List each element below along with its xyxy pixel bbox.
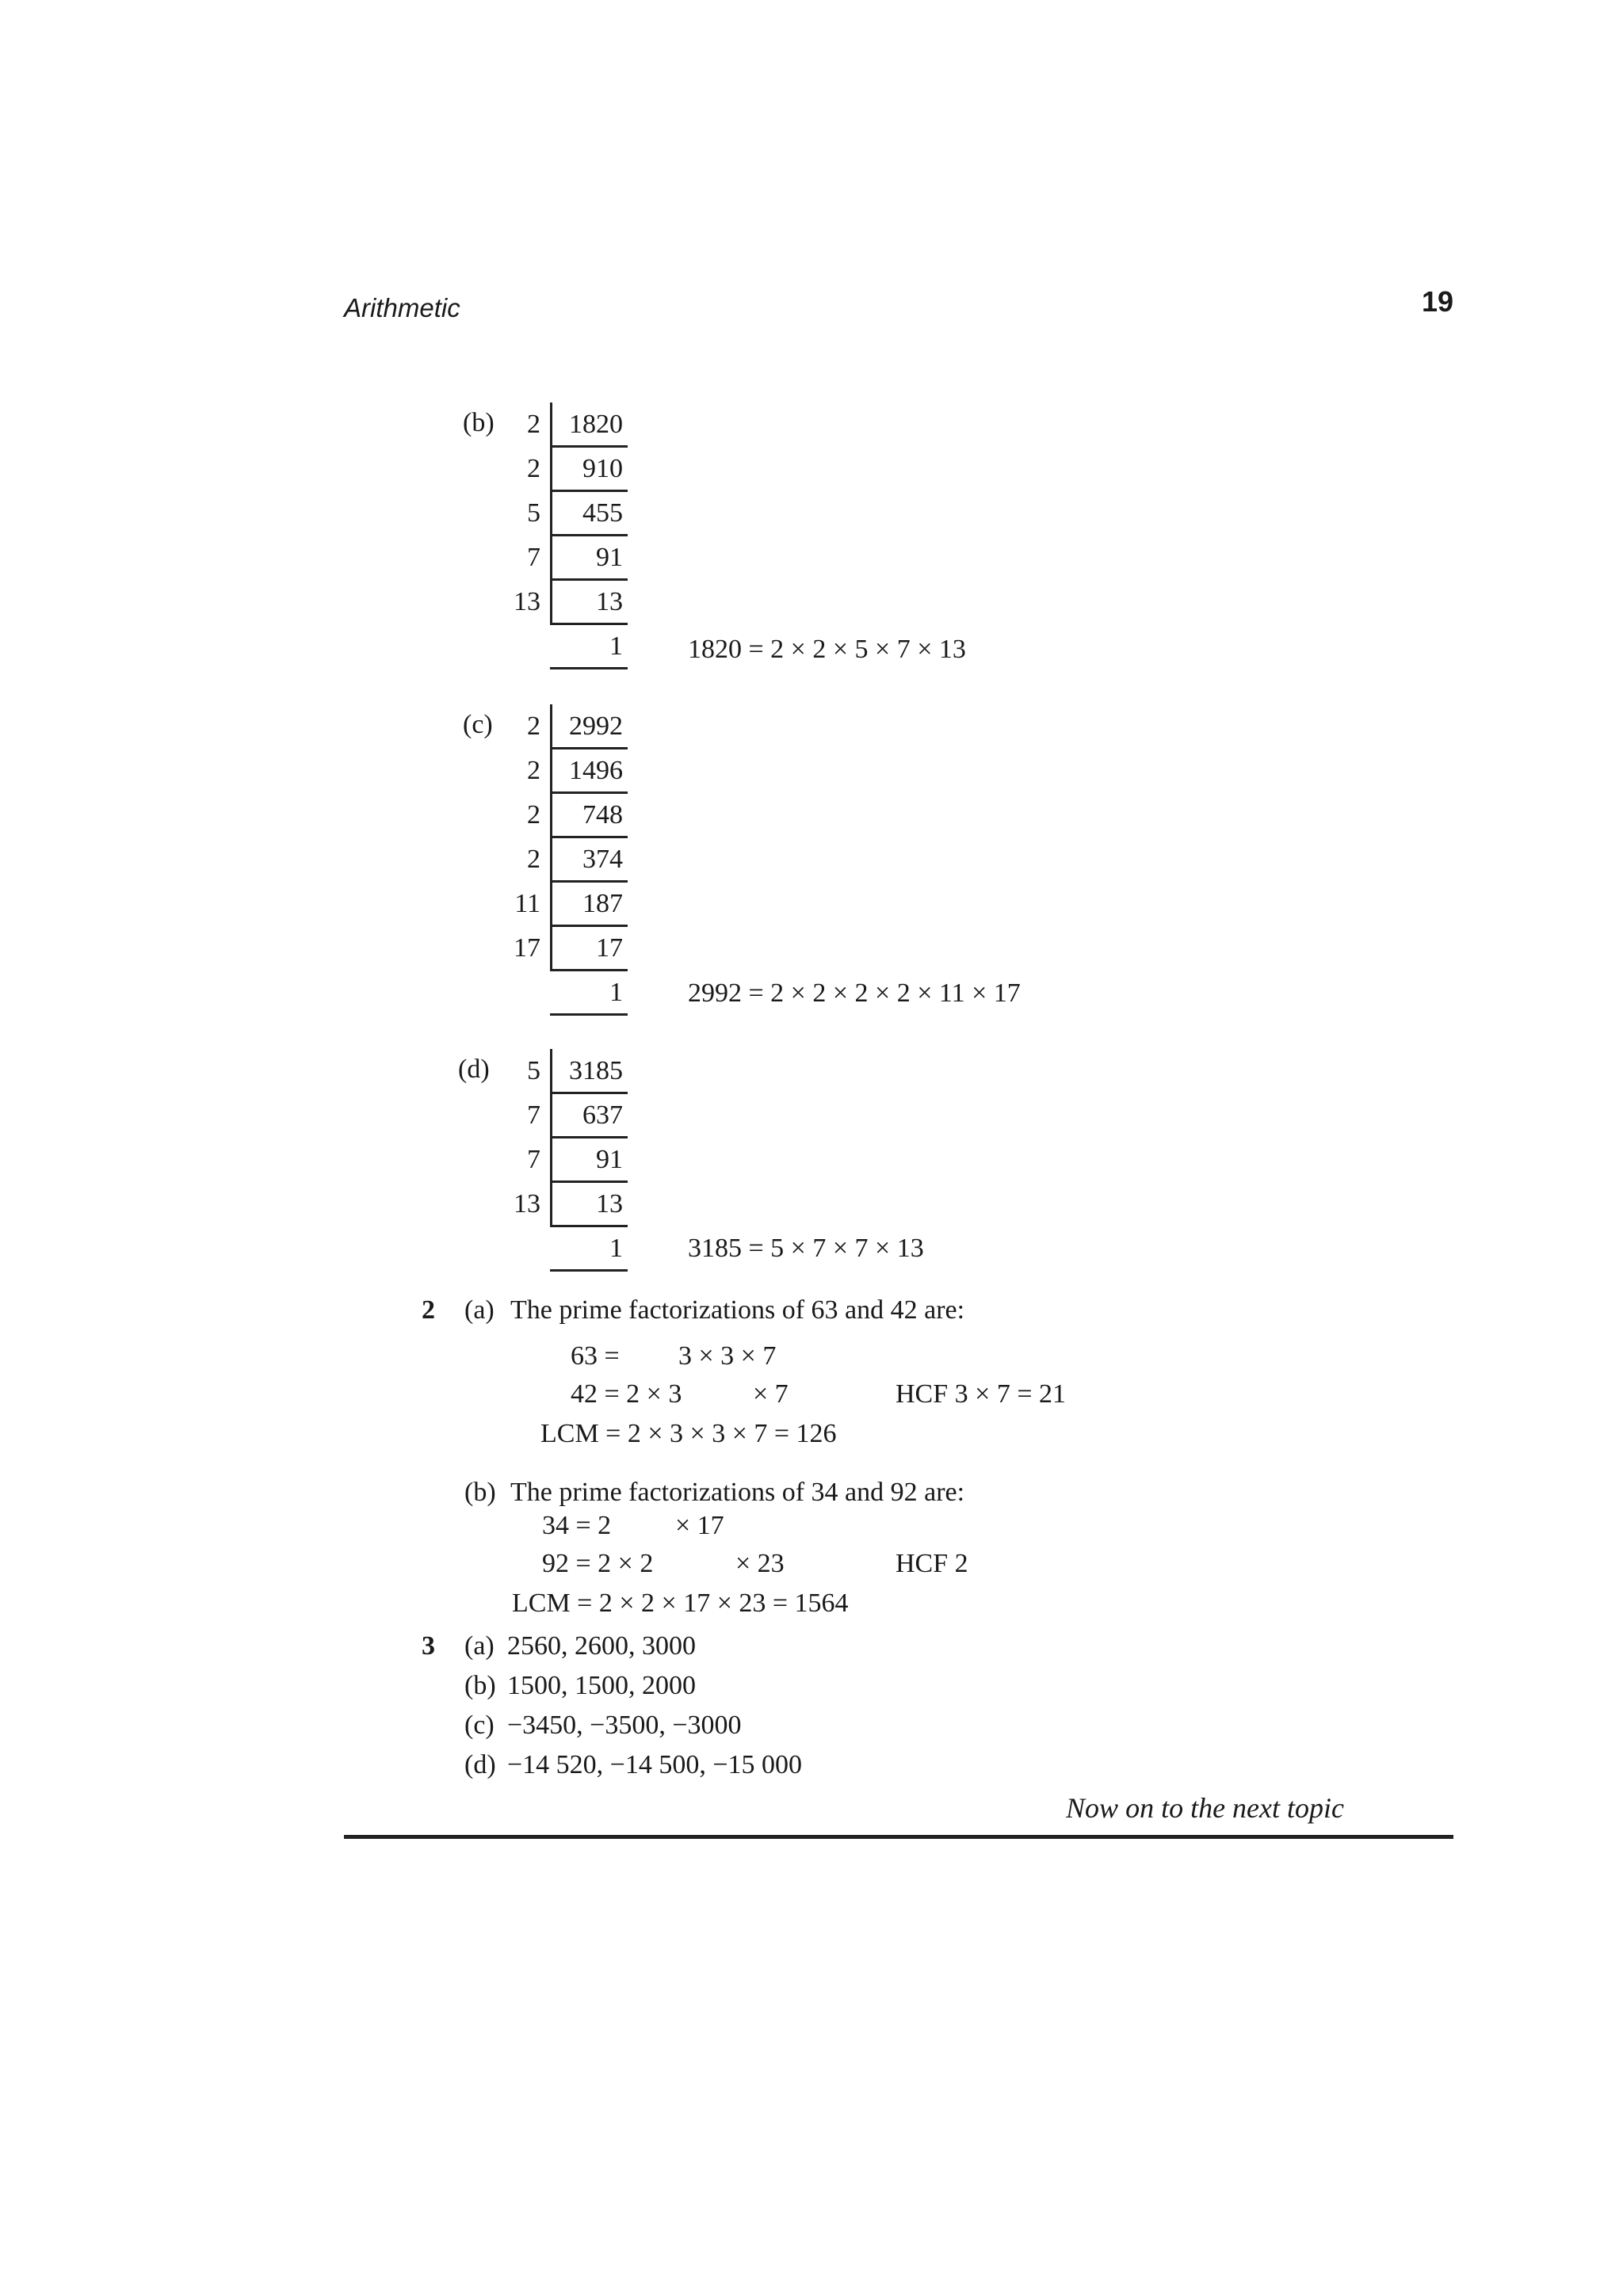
division-underline bbox=[550, 1269, 628, 1272]
q2a-factor-42-rhs: × 7 bbox=[753, 1379, 789, 1409]
quotient: 91 bbox=[596, 543, 623, 572]
q3b-label: (b) bbox=[464, 1671, 496, 1700]
q2b-intro: The prime factorizations of 34 and 92 are: bbox=[510, 1478, 965, 1507]
q2b-label: (b) bbox=[464, 1478, 496, 1507]
q2b-factor-92-rhs: × 23 bbox=[735, 1549, 785, 1578]
q3a-text: 2560, 2600, 3000 bbox=[507, 1631, 696, 1661]
quotient: 1 bbox=[609, 978, 623, 1007]
quotient: 91 bbox=[596, 1145, 623, 1174]
quotient: 3185 bbox=[569, 1056, 623, 1085]
divisor: 2 bbox=[527, 454, 540, 483]
quotient: 1496 bbox=[569, 756, 623, 785]
q2a-factor-63-lhs: 63 = bbox=[571, 1341, 620, 1371]
quotient: 1 bbox=[609, 631, 623, 661]
quotient: 2992 bbox=[569, 711, 623, 741]
q2b-lcm: LCM = 2 × 2 × 17 × 23 = 1564 bbox=[512, 1589, 849, 1618]
q2a-factor-42-lhs: 42 = 2 × 3 bbox=[571, 1379, 682, 1409]
quotient: 748 bbox=[582, 800, 623, 830]
q2a-hcf: HCF 3 × 7 = 21 bbox=[896, 1379, 1066, 1409]
q3d-text: −14 520, −14 500, −15 000 bbox=[507, 1750, 803, 1779]
division-underline bbox=[550, 667, 628, 669]
divisor: 2 bbox=[527, 410, 540, 439]
division-bar bbox=[550, 704, 552, 971]
divisor: 5 bbox=[527, 1056, 540, 1085]
q3d-label: (d) bbox=[464, 1750, 496, 1779]
quotient: 1 bbox=[609, 1234, 623, 1263]
divisor: 2 bbox=[527, 845, 540, 874]
divisor: 11 bbox=[514, 889, 540, 918]
division-bar bbox=[550, 402, 552, 624]
footer-rule bbox=[344, 1835, 1453, 1839]
q1c-label: (c) bbox=[463, 710, 493, 739]
q3a-label: (a) bbox=[464, 1631, 495, 1661]
q2a-intro: The prime factorizations of 63 and 42 are: bbox=[510, 1295, 965, 1325]
q2a-label: (a) bbox=[464, 1295, 495, 1325]
factorization-1820: 1820 = 2 × 2 × 5 × 7 × 13 bbox=[688, 635, 966, 664]
q3b-text: 1500, 1500, 2000 bbox=[507, 1671, 696, 1700]
q2b-factor-34-rhs: × 17 bbox=[675, 1511, 724, 1540]
question-2-number: 2 bbox=[422, 1295, 435, 1325]
division-bar bbox=[550, 1049, 552, 1226]
divisor: 7 bbox=[527, 1145, 540, 1174]
divisor: 2 bbox=[527, 756, 540, 785]
q2a-lcm: LCM = 2 × 3 × 3 × 7 = 126 bbox=[540, 1419, 837, 1448]
quotient: 637 bbox=[582, 1100, 623, 1130]
quotient: 17 bbox=[596, 933, 623, 963]
divisor: 13 bbox=[514, 587, 540, 616]
divisor: 7 bbox=[527, 1100, 540, 1130]
quotient: 455 bbox=[582, 498, 623, 528]
divisor: 13 bbox=[514, 1189, 540, 1219]
q2b-factor-34-lhs: 34 = 2 bbox=[542, 1511, 612, 1540]
q2a-factor-63-rhs: 3 × 3 × 7 bbox=[678, 1341, 777, 1371]
divisor: 5 bbox=[527, 498, 540, 528]
quotient: 13 bbox=[596, 587, 623, 616]
quotient: 1820 bbox=[569, 410, 623, 439]
divisor: 2 bbox=[527, 711, 540, 741]
q3c-label: (c) bbox=[464, 1711, 495, 1740]
factorization-2992: 2992 = 2 × 2 × 2 × 2 × 11 × 17 bbox=[688, 978, 1021, 1008]
quotient: 187 bbox=[582, 889, 623, 918]
division-underline bbox=[550, 1013, 628, 1016]
quotient: 374 bbox=[582, 845, 623, 874]
next-topic-note: Now on to the next topic bbox=[1066, 1792, 1344, 1824]
quotient: 13 bbox=[596, 1189, 623, 1219]
page-number: 19 bbox=[1421, 285, 1453, 318]
q1b-label: (b) bbox=[463, 408, 495, 437]
q3c-text: −3450, −3500, −3000 bbox=[507, 1711, 742, 1740]
q2b-factor-92-lhs: 92 = 2 × 2 bbox=[542, 1549, 654, 1578]
question-3-number: 3 bbox=[422, 1631, 435, 1661]
factorization-3185: 3185 = 5 × 7 × 7 × 13 bbox=[688, 1234, 924, 1263]
divisor: 17 bbox=[514, 933, 540, 963]
running-header: Arithmetic bbox=[344, 293, 460, 322]
q2b-hcf: HCF 2 bbox=[896, 1549, 968, 1578]
q1d-label: (d) bbox=[458, 1055, 490, 1084]
divisor: 2 bbox=[527, 800, 540, 830]
divisor: 7 bbox=[527, 543, 540, 572]
quotient: 910 bbox=[582, 454, 623, 483]
